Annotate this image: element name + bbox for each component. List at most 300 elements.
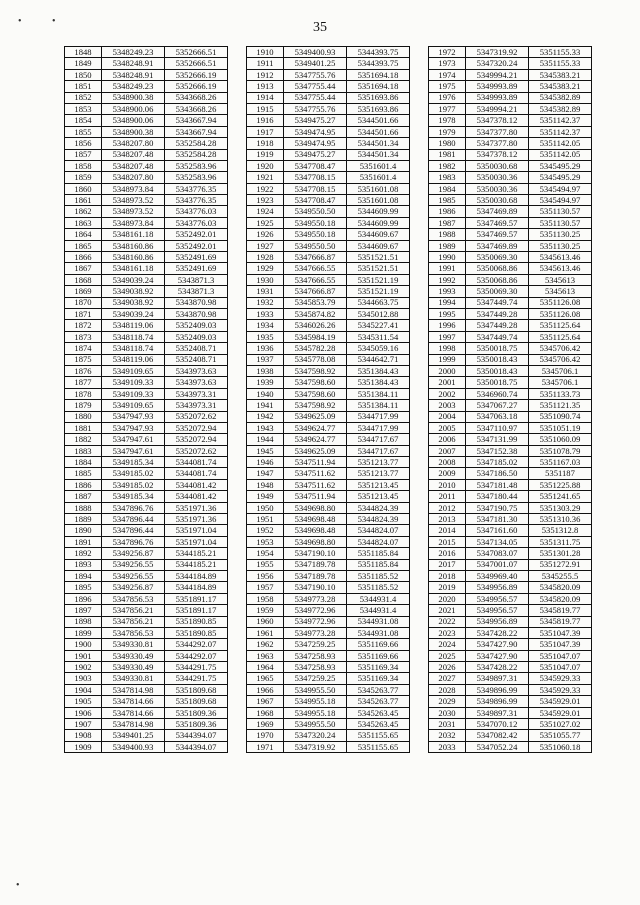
y-coordinate: 5344184.89 xyxy=(165,570,228,581)
point-number: 1914 xyxy=(247,92,284,103)
point-number: 1911 xyxy=(247,58,284,69)
y-coordinate: 5351272.91 xyxy=(529,559,592,570)
x-coordinate: 5347856.53 xyxy=(102,627,165,638)
point-number: 1879 xyxy=(65,400,102,411)
point-number: 1878 xyxy=(65,388,102,399)
x-coordinate: 5347814.98 xyxy=(102,684,165,695)
table-row xyxy=(65,525,228,536)
table-row xyxy=(65,582,228,593)
x-coordinate: 5349256.55 xyxy=(102,559,165,570)
x-coordinate: 5348160.86 xyxy=(102,252,165,263)
table-row xyxy=(429,286,592,297)
table-row xyxy=(65,320,228,331)
table-row xyxy=(65,502,228,513)
point-number: 2016 xyxy=(429,548,466,559)
point-number: 1922 xyxy=(247,183,284,194)
y-coordinate: 5351303.29 xyxy=(529,502,592,513)
x-coordinate: 5350068.86 xyxy=(466,274,529,285)
table-row xyxy=(429,103,592,114)
y-coordinate: 5344609.67 xyxy=(347,240,410,251)
point-number: 1898 xyxy=(65,616,102,627)
x-coordinate: 5349330.81 xyxy=(102,673,165,684)
table-row xyxy=(65,138,228,149)
x-coordinate: 5346026.26 xyxy=(284,320,347,331)
point-number: 1929 xyxy=(247,263,284,274)
table-row xyxy=(65,126,228,137)
table-row xyxy=(65,696,228,707)
y-coordinate: 5344824.39 xyxy=(347,502,410,513)
x-coordinate: 5347186.50 xyxy=(466,468,529,479)
y-coordinate: 5352408.71 xyxy=(165,343,228,354)
table-row xyxy=(65,103,228,114)
point-number: 1966 xyxy=(247,684,284,695)
table-row xyxy=(247,160,410,171)
y-coordinate: 5351047.07 xyxy=(529,650,592,661)
table-row xyxy=(247,548,410,559)
y-coordinate: 5351027.02 xyxy=(529,719,592,730)
y-coordinate: 5345819.77 xyxy=(529,605,592,616)
point-number: 1931 xyxy=(247,286,284,297)
point-number: 1926 xyxy=(247,229,284,240)
x-coordinate: 5349401.25 xyxy=(284,58,347,69)
x-coordinate: 5350018.43 xyxy=(466,365,529,376)
y-coordinate: 5344663.75 xyxy=(347,297,410,308)
table-row xyxy=(65,719,228,730)
table-row xyxy=(429,149,592,160)
point-number: 2030 xyxy=(429,707,466,718)
point-number: 2014 xyxy=(429,525,466,536)
x-coordinate: 5347469.89 xyxy=(466,240,529,251)
point-number: 1978 xyxy=(429,115,466,126)
point-number: 1901 xyxy=(65,650,102,661)
y-coordinate: 5344394.07 xyxy=(165,741,228,752)
table-row xyxy=(247,183,410,194)
point-number: 1865 xyxy=(65,240,102,251)
point-number: 1871 xyxy=(65,308,102,319)
point-number: 1998 xyxy=(429,343,466,354)
table-row xyxy=(65,445,228,456)
table-row xyxy=(65,548,228,559)
x-coordinate: 5347469.89 xyxy=(466,206,529,217)
x-coordinate: 5347598.92 xyxy=(284,365,347,376)
x-coordinate: 5347598.92 xyxy=(284,400,347,411)
point-number: 1887 xyxy=(65,491,102,502)
point-number: 2017 xyxy=(429,559,466,570)
table-row xyxy=(429,160,592,171)
y-coordinate: 5343667.94 xyxy=(165,126,228,137)
x-coordinate: 5347755.44 xyxy=(284,92,347,103)
table-row xyxy=(247,457,410,468)
table-row xyxy=(429,400,592,411)
y-coordinate: 5345613.46 xyxy=(529,252,592,263)
table-row xyxy=(429,422,592,433)
x-coordinate: 5349550.50 xyxy=(284,206,347,217)
y-coordinate: 5344609.99 xyxy=(347,206,410,217)
point-number: 1869 xyxy=(65,286,102,297)
y-coordinate: 5343776.03 xyxy=(165,206,228,217)
x-coordinate: 5347755.76 xyxy=(284,103,347,114)
y-coordinate: 5343667.94 xyxy=(165,115,228,126)
table-row xyxy=(65,92,228,103)
y-coordinate: 5345706.1 xyxy=(529,377,592,388)
y-coordinate: 5345706.1 xyxy=(529,365,592,376)
point-number: 1985 xyxy=(429,195,466,206)
point-number: 1949 xyxy=(247,491,284,502)
x-coordinate: 5347185.02 xyxy=(466,457,529,468)
y-coordinate: 5352666.51 xyxy=(165,58,228,69)
table-row xyxy=(247,377,410,388)
point-number: 1964 xyxy=(247,662,284,673)
x-coordinate: 5348973.52 xyxy=(102,195,165,206)
y-coordinate: 5344717.67 xyxy=(347,445,410,456)
y-coordinate: 5343776.35 xyxy=(165,195,228,206)
y-coordinate: 5351809.36 xyxy=(165,707,228,718)
point-number: 1958 xyxy=(247,593,284,604)
x-coordinate: 5345874.82 xyxy=(284,308,347,319)
point-number: 1886 xyxy=(65,479,102,490)
y-coordinate: 5343973.63 xyxy=(165,365,228,376)
x-coordinate: 5347378.12 xyxy=(466,149,529,160)
x-coordinate: 5347259.25 xyxy=(284,639,347,650)
y-coordinate: 5344609.99 xyxy=(347,217,410,228)
point-number: 1999 xyxy=(429,354,466,365)
table-row xyxy=(247,650,410,661)
table-row xyxy=(65,183,228,194)
point-number: 1983 xyxy=(429,172,466,183)
point-number: 2031 xyxy=(429,719,466,730)
point-number: 1904 xyxy=(65,684,102,695)
x-coordinate: 5348161.18 xyxy=(102,229,165,240)
table-row xyxy=(247,126,410,137)
y-coordinate: 5351155.33 xyxy=(529,58,592,69)
coordinates-table-1 xyxy=(64,46,228,753)
table-row xyxy=(65,730,228,741)
point-number: 1992 xyxy=(429,274,466,285)
y-coordinate: 5345820.09 xyxy=(529,582,592,593)
y-coordinate: 5345929.01 xyxy=(529,707,592,718)
point-number: 1916 xyxy=(247,115,284,126)
table-row xyxy=(65,536,228,547)
point-number: 1896 xyxy=(65,593,102,604)
x-coordinate: 5347319.92 xyxy=(284,741,347,752)
x-coordinate: 5349038.92 xyxy=(102,286,165,297)
table-row xyxy=(65,172,228,183)
x-coordinate: 5347511.62 xyxy=(284,468,347,479)
x-coordinate: 5347320.24 xyxy=(284,730,347,741)
table-row xyxy=(65,388,228,399)
x-coordinate: 5345853.79 xyxy=(284,297,347,308)
point-number: 1877 xyxy=(65,377,102,388)
point-number: 1925 xyxy=(247,217,284,228)
point-number: 1864 xyxy=(65,229,102,240)
point-number: 1853 xyxy=(65,103,102,114)
point-number: 2018 xyxy=(429,570,466,581)
table-row xyxy=(65,354,228,365)
point-number: 1971 xyxy=(247,741,284,752)
y-coordinate: 5344824.39 xyxy=(347,514,410,525)
point-number: 1850 xyxy=(65,69,102,80)
y-coordinate: 5351601.4 xyxy=(347,160,410,171)
y-coordinate: 5351078.79 xyxy=(529,445,592,456)
x-coordinate: 5349773.28 xyxy=(284,593,347,604)
x-coordinate: 5349256.87 xyxy=(102,548,165,559)
table-row xyxy=(65,422,228,433)
y-coordinate: 5352409.03 xyxy=(165,320,228,331)
table-row xyxy=(429,468,592,479)
point-number: 1946 xyxy=(247,457,284,468)
point-number: 1895 xyxy=(65,582,102,593)
table-row xyxy=(247,103,410,114)
table-row xyxy=(65,240,228,251)
table-row xyxy=(429,525,592,536)
table-row xyxy=(429,81,592,92)
table-row xyxy=(247,411,410,422)
x-coordinate: 5350030.68 xyxy=(466,195,529,206)
x-coordinate: 5347180.44 xyxy=(466,491,529,502)
y-coordinate: 5351126.08 xyxy=(529,308,592,319)
table-row xyxy=(65,274,228,285)
table-row xyxy=(65,434,228,445)
y-coordinate: 5351130.25 xyxy=(529,229,592,240)
point-number: 1883 xyxy=(65,445,102,456)
y-coordinate: 5344393.75 xyxy=(347,47,410,58)
table-row xyxy=(65,605,228,616)
y-coordinate: 5351130.25 xyxy=(529,240,592,251)
table-row xyxy=(429,377,592,388)
x-coordinate: 5349955.50 xyxy=(284,719,347,730)
x-coordinate: 5349955.18 xyxy=(284,707,347,718)
x-coordinate: 5349625.09 xyxy=(284,411,347,422)
point-number: 1982 xyxy=(429,160,466,171)
table-row xyxy=(247,673,410,684)
x-coordinate: 5348900.38 xyxy=(102,92,165,103)
point-number: 1924 xyxy=(247,206,284,217)
y-coordinate: 5351169.34 xyxy=(347,673,410,684)
x-coordinate: 5349185.02 xyxy=(102,468,165,479)
table-row xyxy=(429,559,592,570)
table-row xyxy=(247,491,410,502)
y-coordinate: 5343871.3 xyxy=(165,286,228,297)
x-coordinate: 5347377.80 xyxy=(466,126,529,137)
x-coordinate: 5350018.75 xyxy=(466,377,529,388)
point-number: 1944 xyxy=(247,434,284,445)
table-row xyxy=(65,479,228,490)
x-coordinate: 5347708.47 xyxy=(284,160,347,171)
y-coordinate: 5352583.96 xyxy=(165,172,228,183)
x-coordinate: 5347378.12 xyxy=(466,115,529,126)
x-coordinate: 5349256.87 xyxy=(102,582,165,593)
table-row xyxy=(247,149,410,160)
point-number: 1940 xyxy=(247,388,284,399)
x-coordinate: 5349109.33 xyxy=(102,388,165,399)
y-coordinate: 5351521.19 xyxy=(347,274,410,285)
x-coordinate: 5347131.99 xyxy=(466,434,529,445)
point-number: 1932 xyxy=(247,297,284,308)
x-coordinate: 5347428.22 xyxy=(466,662,529,673)
table-row xyxy=(65,457,228,468)
point-number: 1900 xyxy=(65,639,102,650)
point-number: 1915 xyxy=(247,103,284,114)
x-coordinate: 5348207.80 xyxy=(102,138,165,149)
x-coordinate: 5347896.44 xyxy=(102,514,165,525)
point-number: 1873 xyxy=(65,331,102,342)
x-coordinate: 5349400.93 xyxy=(102,741,165,752)
point-number: 1930 xyxy=(247,274,284,285)
table-row xyxy=(247,525,410,536)
table-row xyxy=(65,741,228,752)
x-coordinate: 5349039.24 xyxy=(102,308,165,319)
point-number: 1881 xyxy=(65,422,102,433)
point-number: 1912 xyxy=(247,69,284,80)
point-number: 2008 xyxy=(429,457,466,468)
y-coordinate: 5351155.65 xyxy=(347,741,410,752)
table-row xyxy=(429,536,592,547)
y-coordinate: 5344081.74 xyxy=(165,468,228,479)
y-coordinate: 5344931.4 xyxy=(347,593,410,604)
table-row xyxy=(247,662,410,673)
y-coordinate: 5344717.99 xyxy=(347,422,410,433)
point-number: 1994 xyxy=(429,297,466,308)
y-coordinate: 5345494.97 xyxy=(529,195,592,206)
table-row xyxy=(65,411,228,422)
point-number: 2029 xyxy=(429,696,466,707)
y-coordinate: 5344501.66 xyxy=(347,115,410,126)
table-row xyxy=(429,457,592,468)
y-coordinate: 5344931.08 xyxy=(347,616,410,627)
table-row xyxy=(65,684,228,695)
y-coordinate: 5345494.97 xyxy=(529,183,592,194)
table-row xyxy=(429,673,592,684)
point-number: 2001 xyxy=(429,377,466,388)
table-row xyxy=(429,183,592,194)
table-row xyxy=(247,616,410,627)
point-number: 1967 xyxy=(247,696,284,707)
table-row xyxy=(247,58,410,69)
x-coordinate: 5347814.98 xyxy=(102,719,165,730)
point-number: 1859 xyxy=(65,172,102,183)
point-number: 1959 xyxy=(247,605,284,616)
table-row xyxy=(247,308,410,319)
x-coordinate: 5347896.76 xyxy=(102,502,165,513)
x-coordinate: 5348900.38 xyxy=(102,126,165,137)
x-coordinate: 5349474.95 xyxy=(284,126,347,137)
x-coordinate: 5347947.93 xyxy=(102,422,165,433)
y-coordinate: 5351125.64 xyxy=(529,320,592,331)
y-coordinate: 5351142.37 xyxy=(529,126,592,137)
y-coordinate: 5352408.71 xyxy=(165,354,228,365)
point-number: 1854 xyxy=(65,115,102,126)
y-coordinate: 5344292.07 xyxy=(165,650,228,661)
table-row xyxy=(247,422,410,433)
table-row xyxy=(65,639,228,650)
y-coordinate: 5352584.28 xyxy=(165,149,228,160)
point-number: 1935 xyxy=(247,331,284,342)
point-number: 1969 xyxy=(247,719,284,730)
y-coordinate: 5343668.26 xyxy=(165,103,228,114)
point-number: 1921 xyxy=(247,172,284,183)
x-coordinate: 5347001.07 xyxy=(466,559,529,570)
y-coordinate: 5344609.67 xyxy=(347,229,410,240)
point-number: 1880 xyxy=(65,411,102,422)
point-number: 1903 xyxy=(65,673,102,684)
table-row xyxy=(247,365,410,376)
table-row xyxy=(429,639,592,650)
y-coordinate: 5351809.36 xyxy=(165,719,228,730)
x-coordinate: 5349698.80 xyxy=(284,536,347,547)
x-coordinate: 5347259.25 xyxy=(284,673,347,684)
table-row xyxy=(65,81,228,92)
point-number: 1851 xyxy=(65,81,102,92)
y-coordinate: 5344717.67 xyxy=(347,434,410,445)
point-number: 1954 xyxy=(247,548,284,559)
y-coordinate: 5351169.66 xyxy=(347,639,410,650)
table-row xyxy=(247,627,410,638)
y-coordinate: 5344185.21 xyxy=(165,548,228,559)
point-number: 1928 xyxy=(247,252,284,263)
table-row xyxy=(429,707,592,718)
table-row xyxy=(429,195,592,206)
x-coordinate: 5347449.28 xyxy=(466,320,529,331)
y-coordinate: 5343973.63 xyxy=(165,377,228,388)
x-coordinate: 5348119.06 xyxy=(102,354,165,365)
x-coordinate: 5347181.30 xyxy=(466,514,529,525)
y-coordinate: 5351169.34 xyxy=(347,662,410,673)
point-number: 1956 xyxy=(247,570,284,581)
y-coordinate: 5351693.86 xyxy=(347,92,410,103)
point-number: 1860 xyxy=(65,183,102,194)
point-number: 1848 xyxy=(65,47,102,58)
x-coordinate: 5347377.80 xyxy=(466,138,529,149)
x-coordinate: 5349109.65 xyxy=(102,400,165,411)
table-row xyxy=(247,684,410,695)
x-coordinate: 5350030.36 xyxy=(466,172,529,183)
y-coordinate: 5345383.21 xyxy=(529,81,592,92)
table-row xyxy=(247,605,410,616)
table-row xyxy=(247,69,410,80)
point-number: 2025 xyxy=(429,650,466,661)
x-coordinate: 5347947.93 xyxy=(102,411,165,422)
x-coordinate: 5347666.87 xyxy=(284,286,347,297)
point-number: 1990 xyxy=(429,252,466,263)
table-row xyxy=(65,160,228,171)
point-number: 1897 xyxy=(65,605,102,616)
table-row xyxy=(247,263,410,274)
y-coordinate: 5345613 xyxy=(529,274,592,285)
y-coordinate: 5345263.77 xyxy=(347,684,410,695)
x-coordinate: 5347189.78 xyxy=(284,570,347,581)
table-row xyxy=(429,491,592,502)
x-coordinate: 5350069.30 xyxy=(466,286,529,297)
x-coordinate: 5349956.57 xyxy=(466,593,529,604)
x-coordinate: 5349955.50 xyxy=(284,684,347,695)
y-coordinate: 5351133.73 xyxy=(529,388,592,399)
table-row xyxy=(247,741,410,752)
x-coordinate: 5349993.89 xyxy=(466,81,529,92)
y-coordinate: 5343776.03 xyxy=(165,217,228,228)
point-number: 1866 xyxy=(65,252,102,263)
table-row xyxy=(247,468,410,479)
x-coordinate: 5347755.76 xyxy=(284,69,347,80)
x-coordinate: 5349330.49 xyxy=(102,662,165,673)
table-row xyxy=(65,263,228,274)
point-number: 2011 xyxy=(429,491,466,502)
point-number: 2009 xyxy=(429,468,466,479)
table-row xyxy=(429,92,592,103)
point-number: 2021 xyxy=(429,605,466,616)
point-number: 1862 xyxy=(65,206,102,217)
table-row xyxy=(247,445,410,456)
x-coordinate: 5347449.28 xyxy=(466,308,529,319)
